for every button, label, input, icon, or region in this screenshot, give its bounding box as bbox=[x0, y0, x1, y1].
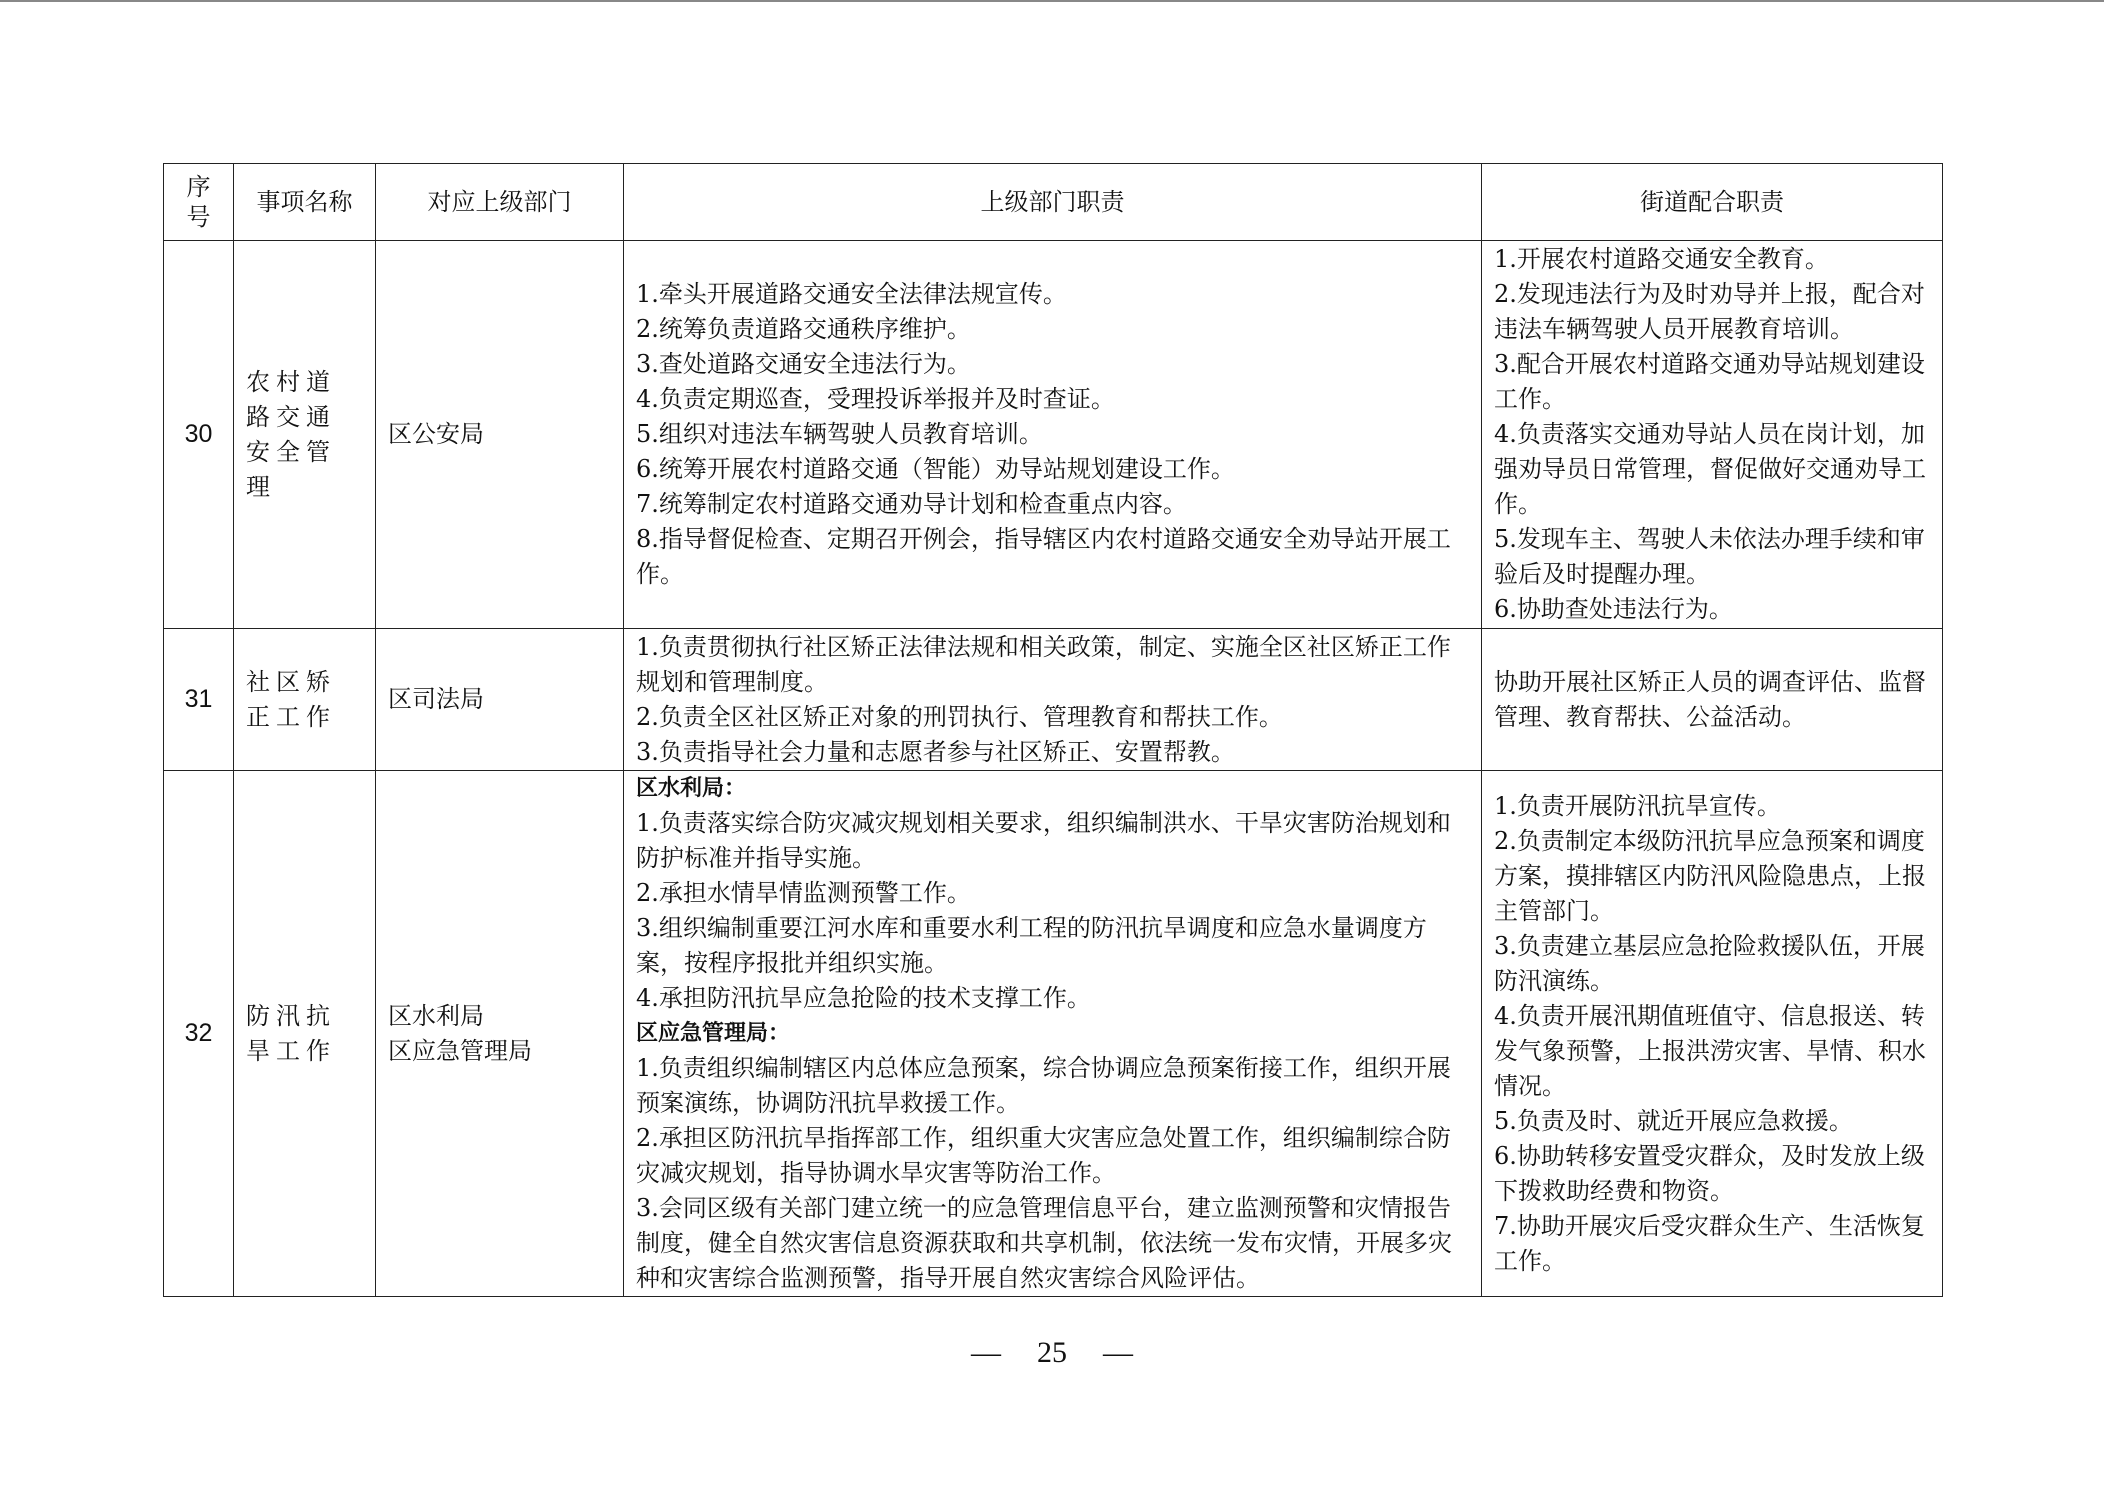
dept-name: 区司法局 bbox=[376, 629, 624, 771]
street-resp-line: 7.协助开展灾后受灾群众生产、生活恢复工作。 bbox=[1494, 1211, 1925, 1275]
row-no: 30 bbox=[164, 241, 234, 629]
dept-name bbox=[376, 771, 624, 1297]
item-name: 社区矫正工作 bbox=[234, 629, 376, 771]
dept-resp-line: 7.统筹制定农村道路交通劝导计划和检查重点内容。 bbox=[636, 490, 1187, 518]
street-resp-line: 2.发现违法行为及时劝导并上报，配合对违法车辆驾驶人员开展教育培训。 bbox=[1494, 280, 1925, 343]
dept-resp-line: 3.会同区级有关部门建立统一的应急管理信息平台，建立监测预警和灾情报告制度，健全自然灾害信息资源获取和共享机制，依法统一发布灾情，开展多灾种和灾害综合监测预警，指导开展自然灾害综合风险评估。 bbox=[636, 1194, 1452, 1292]
street-resp-line: 协助开展社区矫正人员的调查评估、监督管理、教育帮扶、公益活动。 bbox=[1494, 667, 1926, 731]
page-dash-left: — bbox=[971, 1336, 1001, 1369]
street-resp-line: 6.协助查处违法行为。 bbox=[1494, 595, 1733, 623]
header-item: 事项名称 bbox=[234, 164, 376, 241]
street-resp-line: 1.开展农村道路交通安全教育。 bbox=[1494, 245, 1829, 273]
dept-resp-line: 5.组织对违法车辆驾驶人员教育培训。 bbox=[636, 420, 1043, 448]
dept-resp-line: 4.承担防汛抗旱应急抢险的技术支撑工作。 bbox=[636, 984, 1091, 1012]
dept-resp-line: 3.查处道路交通安全违法行为。 bbox=[636, 350, 971, 378]
dept-name-line: 区水利局 bbox=[388, 1001, 484, 1030]
page-dash-right: — bbox=[1103, 1336, 1133, 1369]
street-resp-line: 4.负责落实交通劝导站人员在岗计划，加强劝导员日常管理，督促做好交通劝导工作。 bbox=[1494, 420, 1926, 518]
page-number-value: 25 bbox=[1037, 1336, 1067, 1369]
dept-resp-line: 2.承担水情旱情监测预警工作。 bbox=[636, 879, 971, 907]
street-resp-cell bbox=[1482, 771, 1943, 1297]
dept-name: 区公安局 bbox=[376, 241, 624, 629]
dept-resp-cell bbox=[624, 771, 1482, 1297]
dept-resp-line: 6.统筹开展农村道路交通（智能）劝导站规划建设工作。 bbox=[636, 455, 1235, 483]
street-resp-line: 5.发现车主、驾驶人未依法办理手续和审验后及时提醒办理。 bbox=[1494, 525, 1925, 588]
item-name: 防汛抗旱工作 bbox=[234, 771, 376, 1297]
page-number bbox=[0, 1336, 2104, 1370]
street-resp-line: 4.负责开展汛期值班值守、信息报送、转发气象预警，上报洪涝灾害、旱情、积水情况。 bbox=[1494, 1001, 1926, 1100]
street-resp-line: 1.负责开展防汛抗旱宣传。 bbox=[1494, 791, 1781, 820]
street-resp-line: 6.协助转移安置受灾群众，及时发放上级下拨救助经费和物资。 bbox=[1494, 1141, 1925, 1205]
dept-resp-line: 3.负责指导社会力量和志愿者参与社区矫正、安置帮教。 bbox=[636, 737, 1235, 766]
row-no: 31 bbox=[164, 629, 234, 771]
header-row bbox=[164, 164, 1943, 241]
dept-resp-line: 1.负责贯彻执行社区矫正法律法规和相关政策，制定、实施全区社区矫正工作规划和管理制度。 bbox=[636, 632, 1451, 696]
street-resp-line: 2.负责制定本级防汛抗旱应急预案和调度方案，摸排辖区内防汛风险隐患点，上报主管部门。 bbox=[1494, 826, 1926, 925]
dept-resp-cell bbox=[624, 629, 1482, 771]
street-resp-line: 3.负责建立基层应急抢险救援队伍，开展防汛演练。 bbox=[1494, 931, 1925, 995]
street-resp-line: 3.配合开展农村道路交通劝导站规划建设工作。 bbox=[1494, 350, 1925, 413]
dept-resp-line: 1.负责落实综合防灾减灾规划相关要求，组织编制洪水、干旱灾害防治规划和防护标准并指导实施。 bbox=[636, 809, 1451, 872]
dept-group-title: 区应急管理局： bbox=[636, 1021, 791, 1046]
header-dept: 对应上级部门 bbox=[376, 164, 624, 241]
dept-resp-line: 1.牵头开展道路交通安全法律法规宣传。 bbox=[636, 280, 1067, 308]
row-no: 32 bbox=[164, 771, 234, 1297]
dept-resp-line: 2.承担区防汛抗旱指挥部工作，组织重大灾害应急处置工作，组织编制综合防灾减灾规划，指导协调水旱灾害等防治工作。 bbox=[636, 1124, 1451, 1187]
dept-resp-line: 4.负责定期巡查，受理投诉举报并及时查证。 bbox=[636, 385, 1115, 413]
table-row bbox=[164, 241, 1943, 629]
street-resp-cell bbox=[1482, 241, 1943, 629]
header-no: 序号 bbox=[164, 164, 234, 241]
street-resp-line: 5.负责及时、就近开展应急救援。 bbox=[1494, 1106, 1853, 1135]
dept-resp-line: 8.指导督促检查、定期召开例会，指导辖区内农村道路交通安全劝导站开展工作。 bbox=[636, 525, 1451, 588]
header-street-resp: 街道配合职责 bbox=[1482, 164, 1943, 241]
item-name: 农村道路交通安全管理 bbox=[234, 241, 376, 629]
dept-group-title: 区水利局： bbox=[636, 776, 747, 801]
dept-resp-line: 3.组织编制重要江河水库和重要水利工程的防汛抗旱调度和应急水量调度方案，按程序报批并组织实施。 bbox=[636, 914, 1427, 977]
dept-resp-cell bbox=[624, 241, 1482, 629]
street-resp-cell bbox=[1482, 629, 1943, 771]
duty-table bbox=[163, 163, 1943, 1297]
page-top-border bbox=[0, 0, 2104, 2]
dept-resp-line: 1.负责组织编制辖区内总体应急预案，综合协调应急预案衔接工作，组织开展预案演练，协调防汛抗旱救援工作。 bbox=[636, 1054, 1451, 1117]
table-row bbox=[164, 629, 1943, 771]
dept-name-line: 区应急管理局 bbox=[388, 1036, 532, 1065]
dept-resp-line: 2.负责全区社区矫正对象的刑罚执行、管理教育和帮扶工作。 bbox=[636, 702, 1283, 731]
header-dept-resp: 上级部门职责 bbox=[624, 164, 1482, 241]
table-row bbox=[164, 771, 1943, 1297]
dept-resp-line: 2.统筹负责道路交通秩序维护。 bbox=[636, 315, 971, 343]
